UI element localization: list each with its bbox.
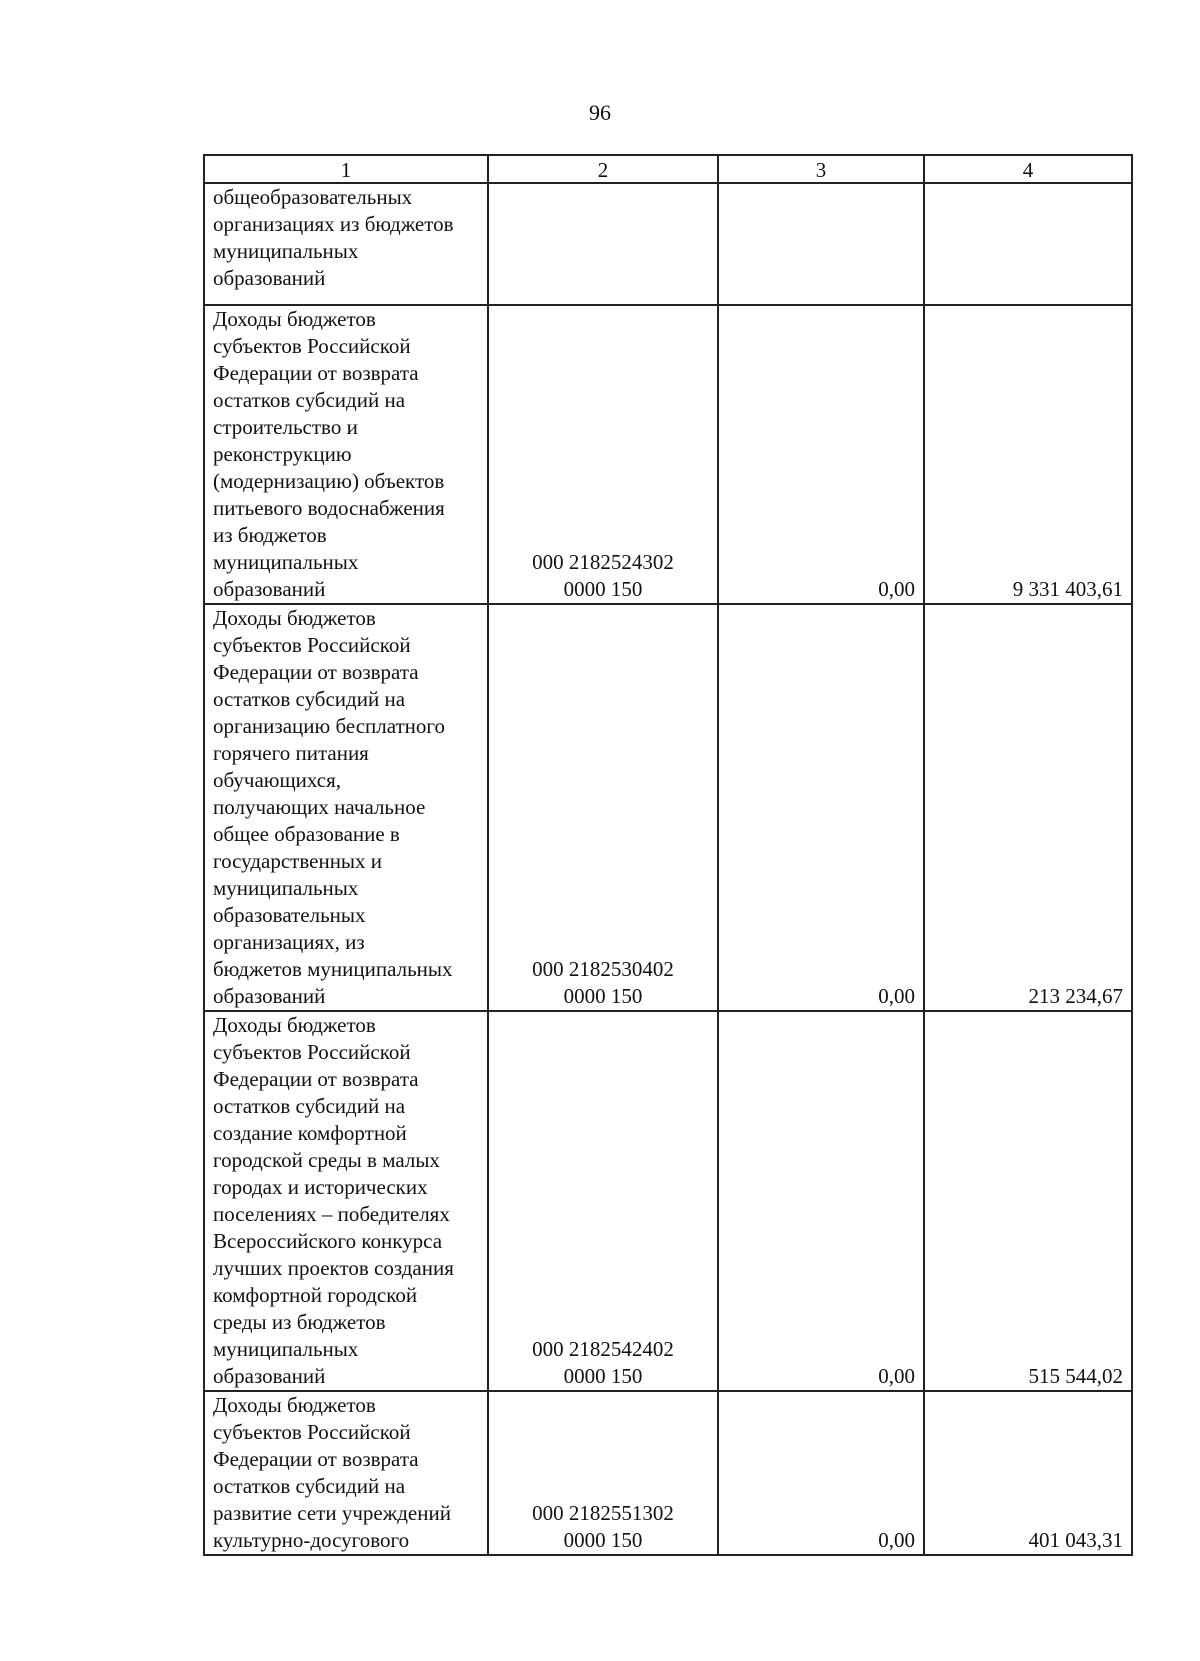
row-value-col3 — [718, 183, 924, 305]
row-description: Доходы бюджетов субъектов Российской Федерации от возврата остатков субсидий на организацию бесплатного горячего питания обучающихся, получающих начальное общее образование в государственных и муниципальных образовательных организациях, из бюджетов муниципальных образований — [204, 604, 488, 1011]
row-value-col3: 0,00 — [718, 1011, 924, 1391]
table-row — [204, 1391, 1132, 1555]
header-row — [204, 155, 1132, 183]
row-code: 000 2182524302 0000 150 — [488, 305, 718, 604]
table-row — [204, 305, 1132, 604]
row-description: общеобразовательных организациях из бюджетов муниципальных образований — [204, 183, 488, 305]
row-code: 000 2182530402 0000 150 — [488, 604, 718, 1011]
table-row — [204, 183, 1132, 305]
row-code — [488, 183, 718, 305]
row-code: 000 2182542402 0000 150 — [488, 1011, 718, 1391]
row-value-col3: 0,00 — [718, 305, 924, 604]
table-body — [204, 183, 1132, 1555]
row-value-col4 — [924, 183, 1132, 305]
row-code: 000 2182551302 0000 150 — [488, 1391, 718, 1555]
row-value-col4: 515 544,02 — [924, 1011, 1132, 1391]
table-row — [204, 1011, 1132, 1391]
column-header-4: 4 — [924, 155, 1132, 183]
table-header — [204, 155, 1132, 183]
column-header-1: 1 — [204, 155, 488, 183]
column-header-3: 3 — [718, 155, 924, 183]
row-value-col3: 0,00 — [718, 1391, 924, 1555]
row-value-col4: 9 331 403,61 — [924, 305, 1132, 604]
row-value-col4: 401 043,31 — [924, 1391, 1132, 1555]
budget-table — [203, 154, 1133, 1556]
row-description: Доходы бюджетов субъектов Российской Федерации от возврата остатков субсидий на строительство и реконструкцию (модернизацию) объектов питьевого водоснабжения из бюджетов муниципальных образований — [204, 305, 488, 604]
row-description: Доходы бюджетов субъектов Российской Федерации от возврата остатков субсидий на развитие сети учреждений культурно-досугового — [204, 1391, 488, 1555]
row-value-col3: 0,00 — [718, 604, 924, 1011]
table-row — [204, 604, 1132, 1011]
column-header-2: 2 — [488, 155, 718, 183]
row-description: Доходы бюджетов субъектов Российской Федерации от возврата остатков субсидий на создание комфортной городской среды в малых городах и исторических поселениях – победителях Всероссийского конкурса лучших проектов создания комфортной городской среды из бюджетов муниципальных образований — [204, 1011, 488, 1391]
row-value-col4: 213 234,67 — [924, 604, 1132, 1011]
page-number: 96 — [589, 100, 611, 125]
